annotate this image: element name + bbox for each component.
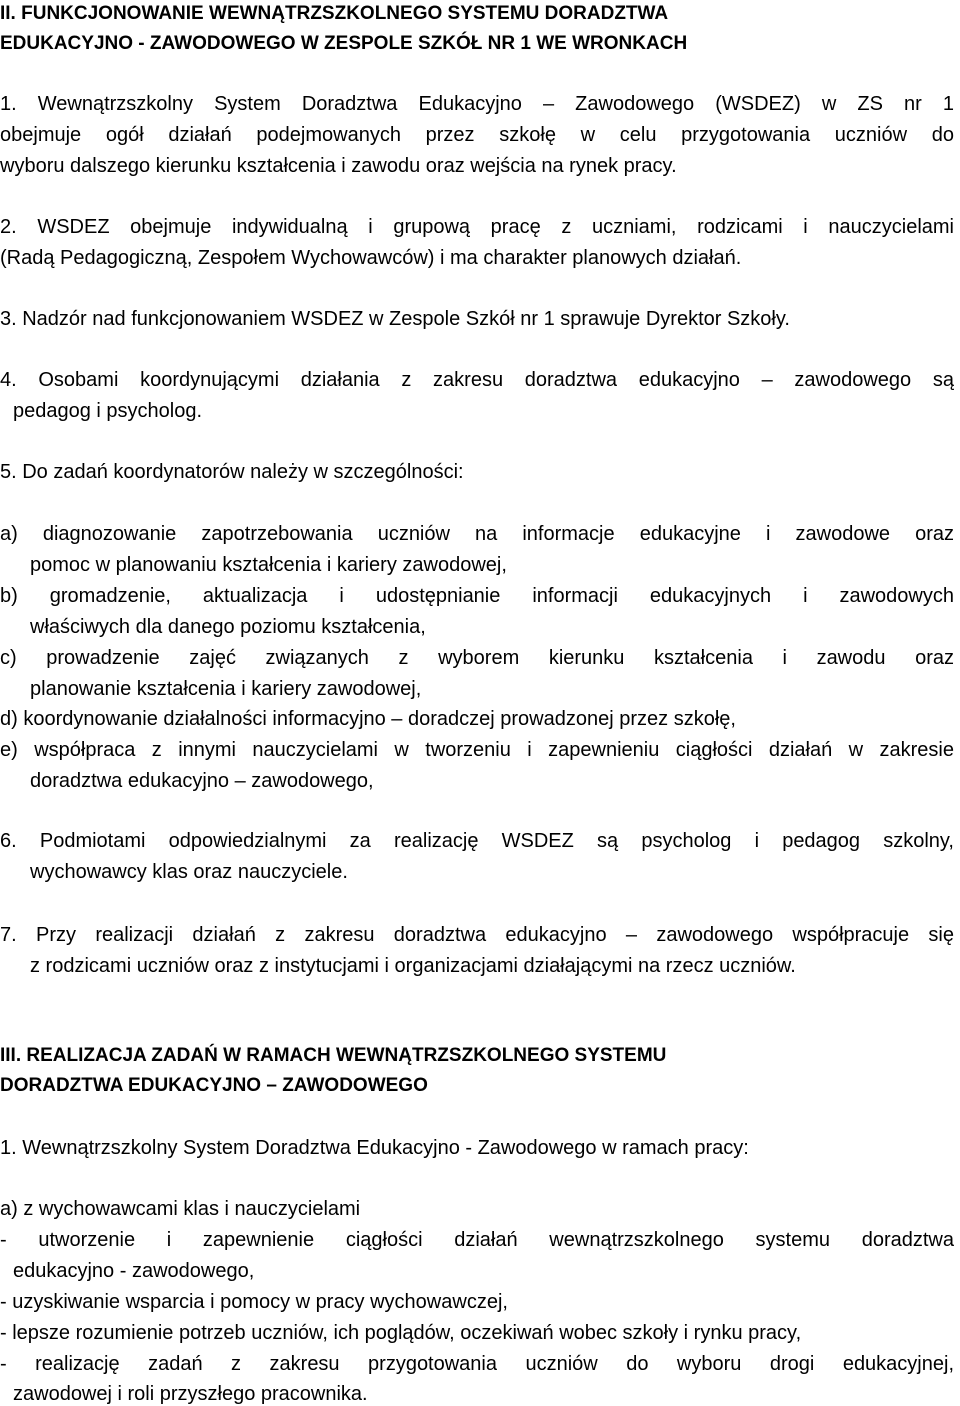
- section-2-heading-line-1: II. FUNKCJONOWANIE WEWNĄTRZSZKOLNEGO SYSTEMU DORADZTWA: [0, 3, 669, 24]
- paragraph-4-line-1: 4. Osobami koordynującymi działania z zakresu doradztwa edukacyjno – zawodowego są: [0, 369, 954, 391]
- paragraph-2-line-2: (Radą Pedagogiczną, Zespołem Wychowawców) i ma charakter planowych działań.: [0, 247, 742, 269]
- bullet-2: - uzyskiwanie wsparcia i pomocy w pracy wychowawczej,: [0, 1291, 508, 1313]
- paragraph-1-line-1: 1. Wewnątrzszkolny System Doradztwa Edukacyjno – Zawodowego (WSDEZ) w ZS nr 1: [0, 93, 954, 115]
- paragraph-6-line-1: 6. Podmiotami odpowiedzialnymi za realizację WSDEZ są psycholog i pedagog szkolny,: [0, 830, 954, 852]
- item-e-line-2: doradztwa edukacyjno – zawodowego,: [30, 770, 374, 792]
- section-2-heading-line-2: EDUKACYJNO - ZAWODOWEGO W ZESPOLE SZKÓŁ NR 1 WE WRONKACH: [0, 33, 688, 54]
- bullet-3: - lepsze rozumienie potrzeb uczniów, ich poglądów, oczekiwań wobec szkoły i rynku pracy,: [0, 1322, 802, 1344]
- paragraph-7-line-2: z rodzicami uczniów oraz z instytucjami i organizacjami działającymi na rzecz uczniów.: [30, 955, 796, 977]
- item-b-line-1: b) gromadzenie, aktualizacja i udostępnianie informacji edukacyjnych i zawodowych: [0, 585, 954, 607]
- section-3-heading-line-2: DORADZTWA EDUKACYJNO – ZAWODOWEGO: [0, 1075, 428, 1096]
- section-3-paragraph-1: 1. Wewnątrzszkolny System Doradztwa Edukacyjno - Zawodowego w ramach pracy:: [0, 1137, 749, 1159]
- item-b-line-2: właściwych dla danego poziomu kształcenia,: [30, 616, 426, 638]
- bullet-1-line-2: edukacyjno - zawodowego,: [13, 1260, 255, 1282]
- bullet-4-line-2: zawodowej i roli przyszłego pracownika.: [13, 1383, 368, 1405]
- section-3-heading-line-1: III. REALIZACJA ZADAŃ W RAMACH WEWNĄTRZSZKOLNEGO SYSTEMU: [0, 1045, 667, 1066]
- item-c-line-1: c) prowadzenie zajęć związanych z wyborem kierunku kształcenia i zawodu oraz: [0, 647, 954, 669]
- paragraph-4-line-2: pedagog i psycholog.: [13, 400, 203, 422]
- section-3-item-a: a) z wychowawcami klas i nauczycielami: [0, 1198, 361, 1220]
- paragraph-1-line-2: obejmuje ogół działań podejmowanych przez szkołę w celu przygotowania uczniów do: [0, 124, 954, 146]
- paragraph-3: 3. Nadzór nad funkcjonowaniem WSDEZ w Zespole Szkół nr 1 sprawuje Dyrektor Szkoły.: [0, 308, 790, 330]
- paragraph-1-line-3: wyboru dalszego kierunku kształcenia i zawodu oraz wejścia na rynek pracy.: [0, 155, 677, 177]
- bullet-1-line-1: - utworzenie i zapewnienie ciągłości działań wewnątrzszkolnego systemu doradztwa: [0, 1229, 954, 1251]
- paragraph-7-line-1: 7. Przy realizacji działań z zakresu doradztwa edukacyjno – zawodowego współpracuje się: [0, 924, 954, 946]
- item-a-line-2: pomoc w planowaniu kształcenia i kariery zawodowej,: [30, 554, 507, 576]
- item-a-line-1: a) diagnozowanie zapotrzebowania uczniów na informacje edukacyjne i zawodowe oraz: [0, 523, 954, 545]
- bullet-4-line-1: - realizację zadań z zakresu przygotowania uczniów do wyboru drogi edukacyjnej,: [0, 1353, 954, 1375]
- paragraph-6-line-2: wychowawcy klas oraz nauczyciele.: [30, 861, 348, 883]
- paragraph-5: 5. Do zadań koordynatorów należy w szczególności:: [0, 461, 464, 483]
- item-c-line-2: planowanie kształcenia i kariery zawodowej,: [30, 678, 422, 700]
- paragraph-2-line-1: 2. WSDEZ obejmuje indywidualną i grupową pracę z uczniami, rodzicami i nauczycielami: [0, 216, 954, 238]
- item-e-line-1: e) współpraca z innymi nauczycielami w tworzeniu i zapewnieniu ciągłości działań w zakresie: [0, 739, 954, 761]
- item-d: d) koordynowanie działalności informacyjno – doradczej prowadzonej przez szkołę,: [0, 708, 736, 730]
